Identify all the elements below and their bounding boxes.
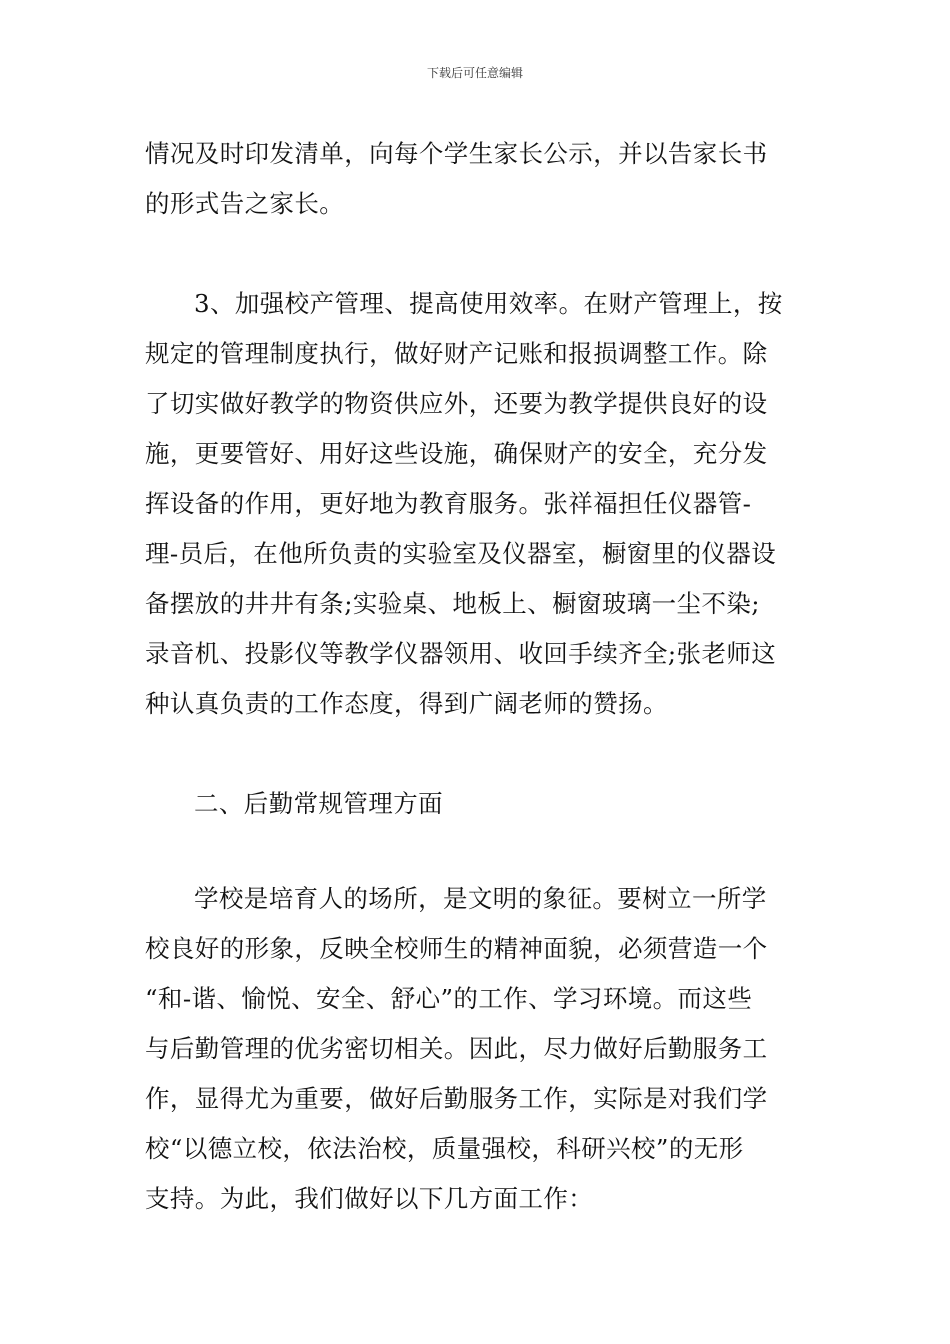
text-line: 校“以德立校，依法治校，质量强校，科研兴校”的无形 [145, 1134, 744, 1163]
text-line: 种认真负责的工作态度，得到广阔老师的赞扬。 [145, 689, 668, 718]
text-line: 备摆放的井井有条;实验桌、地板上、橱窗玻璃一尘不染; [145, 589, 760, 618]
text-line: 支持。为此，我们做好以下几方面工作： [145, 1184, 594, 1213]
text-line: 规定的管理制度执行，做好财产记账和报损调整工作。除 [145, 339, 768, 368]
text-line: 3、加强校产管理、提高使用效率。在财产管理上，按 [194, 289, 783, 318]
text-line: 施，更要管好、用好这些设施，确保财产的安全，充分发 [145, 439, 768, 468]
text-line: “和-谐、愉悦、安全、舒心”的工作、学习环境。而这些 [145, 984, 753, 1013]
text-line: 录音机、投影仪等教学仪器领用、收回手续齐全;张老师这 [145, 639, 777, 668]
text-line: 校良好的形象，反映全校师生的精神面貌，必须营造一个 [145, 934, 768, 963]
text-line: 的形式告之家长。 [145, 189, 345, 218]
text-line: 情况及时印发清单，向每个学生家长公示，并以告家长书 [145, 139, 768, 168]
text-line: 学校是培育人的场所，是文明的象征。要树立一所学 [194, 884, 767, 913]
section-heading: 二、后勤常规管理方面 [194, 789, 443, 818]
page-header: 下载后可任意编辑 [426, 66, 523, 80]
text-line: 与后勤管理的优劣密切相关。因此，尽力做好后勤服务工 [145, 1034, 768, 1063]
text-line: 了切实做好教学的物资供应外，还要为教学提供良好的设 [145, 389, 768, 418]
text-line: 挥设备的作用，更好地为教育服务。张祥福担任仪器管- [145, 489, 752, 518]
text-line: 作，显得尤为重要，做好后勤服务工作，实际是对我们学 [145, 1084, 768, 1113]
text-line: 理-员后，在他所负责的实验室及仪器室，橱窗里的仪器设 [145, 539, 777, 568]
